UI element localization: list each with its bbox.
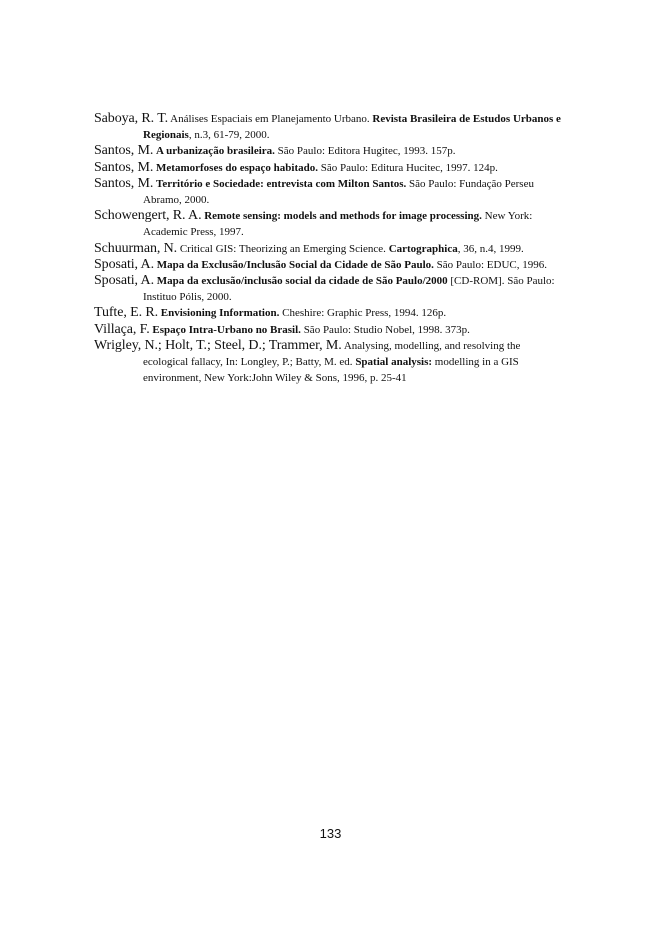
reference-text: São Paulo: EDUC, 1996. <box>433 258 547 271</box>
reference-text: São Paulo: Editura Hucitec, 1997. 124p. <box>317 161 498 174</box>
reference-title: A urbanização brasileira. <box>156 145 275 158</box>
reference-author: Sposati, A. <box>94 256 154 272</box>
reference-entry <box>94 305 566 321</box>
reference-entry <box>94 143 566 159</box>
reference-title: Remote sensing: models and methods for image processing. <box>204 210 482 223</box>
reference-text: , n.3, 61-79, 2000. <box>188 129 270 142</box>
reference-author: Santos, M. <box>94 143 154 159</box>
reference-journal: Revista Brasileira de Estudos Urbanos e Regionais <box>143 113 561 142</box>
page-number: 133 <box>319 826 342 841</box>
reference-text: Critical GIS: Theorizing an Emerging Science. <box>177 242 389 255</box>
reference-text: Analysing, modelling, and resolving the ecological fallacy, In: Longley, P.; Batty, M. ed. <box>143 339 521 369</box>
reference-author: Santos, M. <box>94 175 154 191</box>
reference-author: Sposati, A. <box>94 273 154 289</box>
reference-author: Wrigley, N.; Holt, T.; Steel, D.; Trammer, M. <box>94 337 342 353</box>
reference-text: Cheshire: Graphic Press, 1994. 126p. <box>279 307 447 320</box>
reference-journal: Cartographica <box>388 242 458 255</box>
reference-author: Tufte, E. R. <box>94 305 159 321</box>
reference-text: São Paulo: Studio Nobel, 1998. 373p. <box>300 323 470 336</box>
reference-entry <box>94 111 566 143</box>
reference-text: [CD-ROM]. São Paulo: Instituo Pólis, 2000. <box>143 275 555 304</box>
reference-title: Espaço Intra-Urbano no Brasil. <box>152 323 301 336</box>
reference-entry <box>94 208 566 240</box>
reference-title: Mapa da Exclusão/Inclusão Social da Cidade de São Paulo. <box>156 258 434 271</box>
reference-entry <box>94 241 566 257</box>
reference-text: São Paulo: Fundação Perseu Abramo, 2000. <box>143 177 534 207</box>
reference-entry <box>94 322 566 338</box>
reference-author: Santos, M. <box>94 159 154 175</box>
reference-text: New York: Academic Press, 1997. <box>143 210 533 239</box>
reference-text: modelling in a GIS environment, New York:John Wiley & Sons, 1996, p. 25-41 <box>143 356 519 385</box>
reference-text: São Paulo: Editora Hugitec, 1993. 157p. <box>274 145 456 158</box>
reference-entry <box>94 273 566 305</box>
reference-author: Schowengert, R. A. <box>94 208 202 224</box>
reference-title: Envisioning Information. <box>160 307 280 320</box>
reference-list <box>94 111 566 386</box>
reference-entry <box>94 338 566 387</box>
reference-author: Saboya, R. T. <box>94 111 169 126</box>
reference-text: Análises Espaciais em Planejamento Urbano. <box>168 113 373 125</box>
reference-text: , 36, n.4, 1999. <box>457 242 524 255</box>
reference-entry <box>94 160 566 176</box>
reference-title: Spatial analysis: <box>355 356 433 369</box>
reference-title: Metamorfoses do espaço habitado. <box>156 161 318 174</box>
reference-entry <box>94 176 566 208</box>
reference-title: Mapa da exclusão/inclusão social da cidade de São Paulo/2000 <box>156 275 448 288</box>
reference-author: Schuurman, N. <box>94 240 178 256</box>
reference-entry <box>94 257 566 273</box>
reference-author: Villaça, F. <box>94 321 150 337</box>
reference-title: Território e Sociedade: entrevista com Milton Santos. <box>156 177 407 190</box>
